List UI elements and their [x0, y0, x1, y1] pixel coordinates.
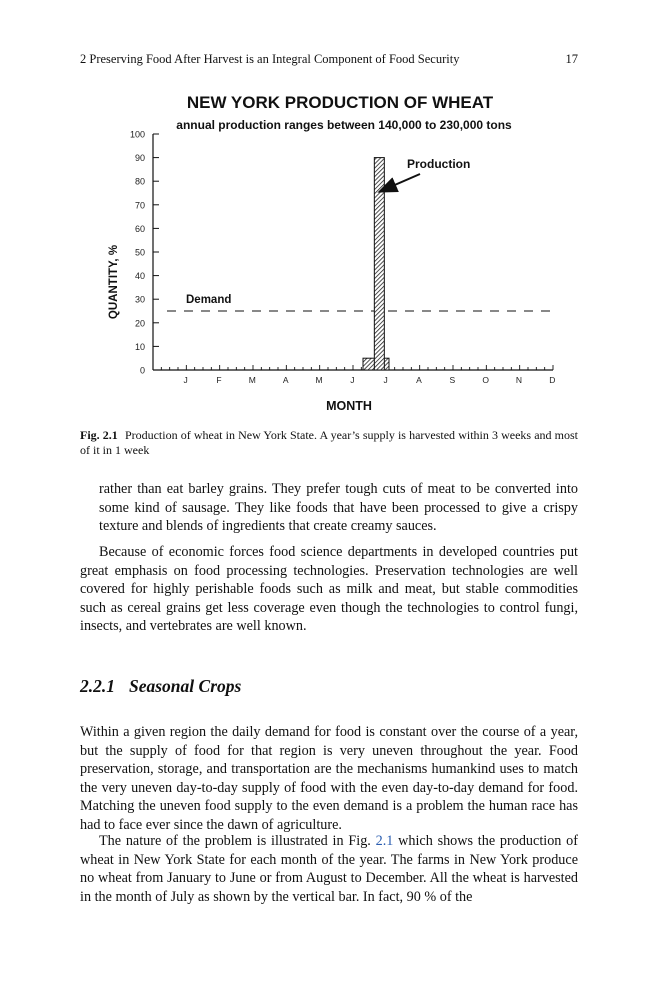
y-tick-label: 80: [134, 176, 145, 187]
paragraph-3: Within a given region the daily demand for food is constant over the course of a year, but the supply of food for that region is very uneven throughout the year. Food preservation, storage, and transportation are the mechanisms humankind uses to match the very uneven day-to-day supply of food with the even day-to-day demand for food. Matching the uneven food supply to the even demand is a problem the human race has had to face ever since the dawn of agriculture.: [80, 724, 578, 833]
section-number: 2.2.1: [80, 676, 115, 696]
running-head-title: 2 Preserving Food After Harvest is an Integral Component of Food Security: [80, 52, 460, 66]
figure-reference-link[interactable]: 2.1: [375, 833, 394, 849]
production-arrow: [381, 174, 420, 191]
y-tick-label: 90: [134, 153, 145, 164]
paragraph-4-text-b: which shows the production of wheat in New York State for each month of the year. The farms in New York produce no wheat from January to June or from August to December. All the wheat is harvested in the month of July as shown by the vertical bar. In fact, 90 % of the: [80, 833, 578, 905]
y-tick-label: 0: [139, 365, 145, 376]
x-tick-label: A: [282, 375, 289, 385]
figure-caption: [80, 428, 578, 458]
chart-subtitle: annual production ranges between 140,000 to 230,000 tons: [176, 118, 512, 132]
x-axis-label: MONTH: [326, 399, 372, 413]
y-tick-label: 10: [134, 341, 145, 352]
demand-label: Demand: [186, 294, 232, 306]
wheat-production-chart: [0, 84, 659, 424]
x-tick-label: S: [449, 375, 456, 385]
paragraph-1: rather than eat barley grains. They prefer tough cuts of meat to be converted into some kind of sausage. They like foods that have been processed to give a crispy texture and blends of ingredients that create creamy sauces.: [99, 481, 578, 535]
chart-title: NEW YORK PRODUCTION OF WHEAT: [186, 93, 494, 112]
paragraph-4: [80, 832, 578, 906]
y-tick-label: 20: [134, 318, 145, 329]
paragraph-2: Because of economic forces food science departments in developed countries put great emphasis on food processing technologies. Preservation technologies are well covered for highly perishable foods such as milk and meat, but stable commodities such as cereal grains get less coverage even though the technologies to control fungi, insects, and vertebrates are well known.: [80, 544, 578, 635]
page-number: 17: [565, 52, 578, 66]
production-label: Production: [407, 157, 471, 171]
y-tick-label: 100: [129, 129, 145, 140]
x-tick-label: F: [216, 375, 222, 385]
figure-wheat-production: [0, 84, 659, 424]
x-tick-label: M: [315, 375, 323, 385]
x-tick-label: J: [183, 375, 188, 385]
x-tick-label: O: [482, 375, 489, 385]
y-tick-label: 40: [134, 271, 145, 282]
section-title: Seasonal Crops: [129, 676, 242, 696]
y-tick-label: 70: [134, 200, 145, 211]
x-tick-label: N: [515, 375, 523, 385]
y-axis-label: QUANTITY, %: [108, 244, 120, 320]
section-heading: [80, 676, 241, 697]
x-tick-label: J: [350, 375, 355, 385]
paragraph-4-text-a: The nature of the problem is illustrated in Fig.: [99, 833, 376, 849]
figure-caption-text: Production of wheat in New York State. A year’s supply is harvested within 3 weeks and most of it in 1 week: [80, 428, 579, 457]
x-tick-label: D: [549, 375, 556, 385]
figure-label: Fig. 2.1: [80, 428, 118, 442]
x-tick-label: A: [416, 375, 422, 385]
y-tick-label: 50: [134, 247, 145, 258]
y-tick-label: 60: [134, 223, 145, 234]
x-tick-label: M: [248, 375, 256, 385]
x-tick-label: J: [383, 375, 388, 385]
y-tick-label: 30: [134, 294, 145, 305]
